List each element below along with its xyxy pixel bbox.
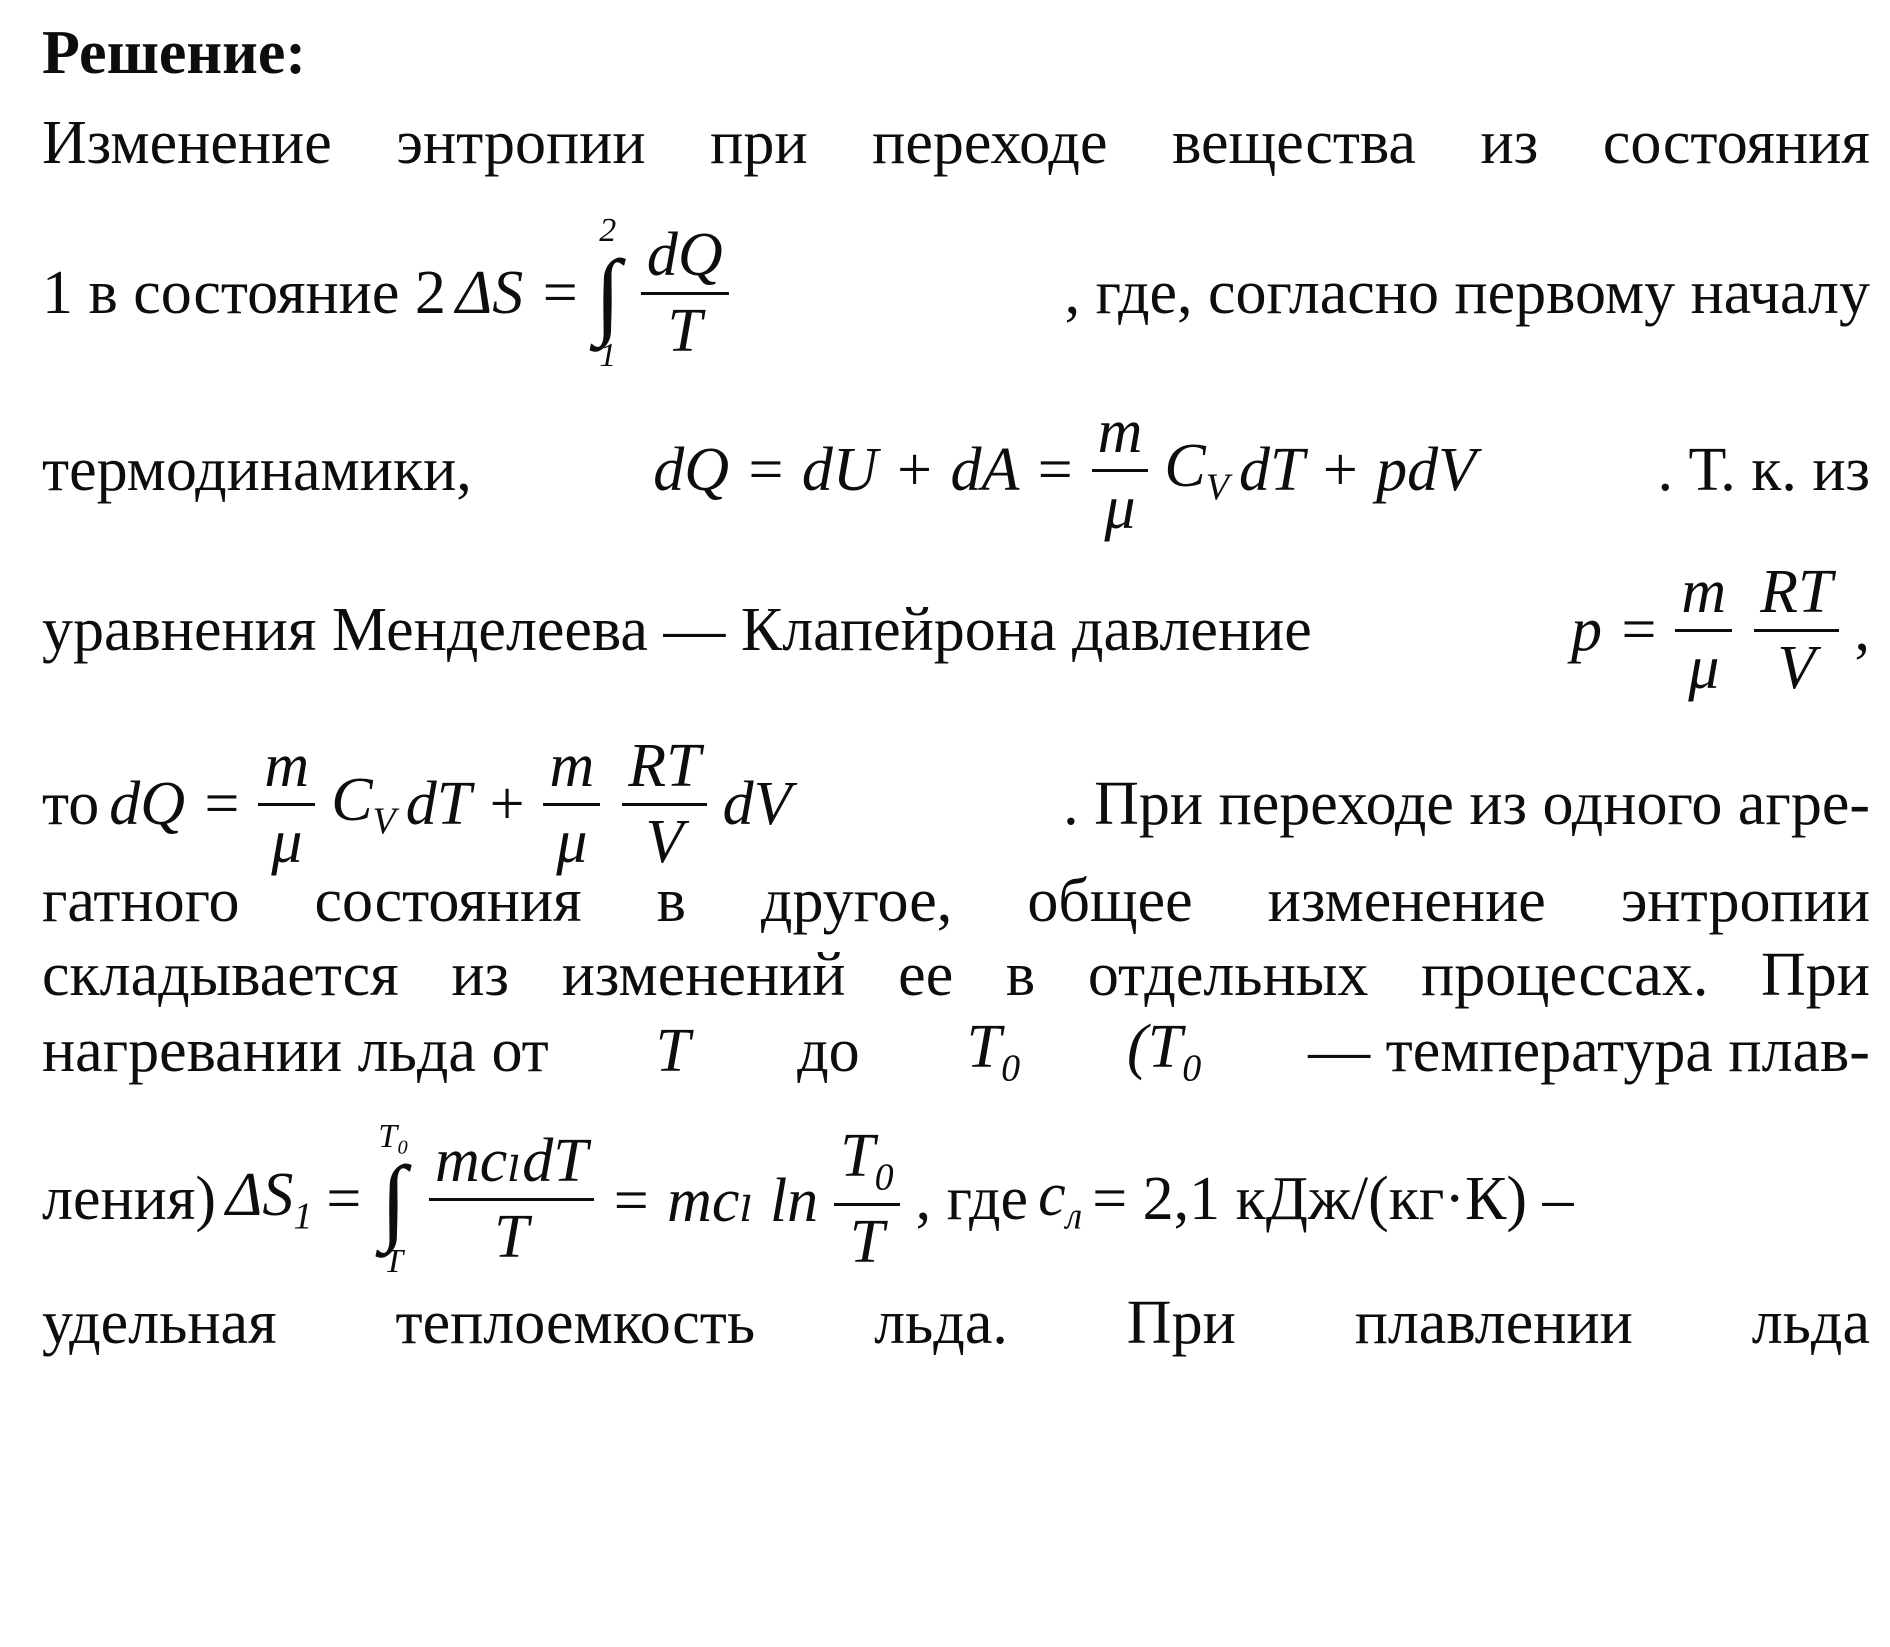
denominator: V (645, 808, 684, 877)
fraction-rt-v (622, 734, 706, 875)
text-fragment: то (42, 770, 100, 839)
math-dt-plus: dT + (405, 770, 528, 839)
word: гатного (42, 867, 240, 935)
numerator: m (1092, 400, 1149, 472)
numerator: dQ (641, 223, 729, 295)
word: общее (1027, 867, 1193, 935)
word: удельная (42, 1289, 277, 1357)
fraction-t0-t (834, 1124, 899, 1274)
denominator: μ (1104, 474, 1136, 543)
fraction-rt-v (1754, 560, 1838, 701)
word: плавлении (1354, 1289, 1633, 1357)
numerator: mcₗdT (429, 1129, 594, 1201)
integral-upper-limit: T₀ (378, 1118, 409, 1155)
integral-formula (378, 1120, 409, 1279)
integral-formula (595, 214, 621, 373)
word: При (1126, 1289, 1236, 1357)
fraction-m-mu (1675, 560, 1732, 701)
math-delta-s: ΔS = (455, 259, 581, 328)
word: состояния (1602, 109, 1870, 177)
fraction-m-mu (1092, 400, 1149, 541)
numerator: m (543, 734, 600, 806)
numerator: m (1675, 560, 1732, 632)
word: отдельных (1087, 941, 1369, 1009)
word: переходе (872, 109, 1108, 177)
word: в (1005, 941, 1036, 1009)
text-line-8 (42, 1012, 1870, 1090)
word: изменений (561, 941, 846, 1009)
denominator: T (667, 297, 703, 366)
integral-lower-limit: T (384, 1243, 404, 1281)
word: Изменение (42, 109, 332, 177)
text-fragment: 1 в состояние 2 (42, 259, 446, 328)
text-line-6 (42, 866, 1870, 937)
denominator: T (494, 1203, 529, 1272)
numerator: RT (622, 734, 706, 806)
word: из (1480, 109, 1539, 177)
math-cv: $C_V$ (331, 766, 396, 843)
numerator: m (258, 734, 315, 806)
text-line-3 (42, 400, 1870, 541)
text-fragment: нагревании льда от (42, 1016, 549, 1085)
math-cv: $C_V$ (1164, 432, 1229, 509)
math-delta-s1: $\Delta S_1$ (225, 1161, 313, 1238)
text-line-5 (42, 734, 1870, 875)
text-fragment: ления) (42, 1165, 216, 1234)
text-fragment: , (1854, 596, 1870, 665)
math-dv: dV (722, 770, 792, 839)
word: При (1761, 941, 1870, 1009)
text-line-4 (42, 560, 1870, 701)
math-eq: = (322, 1165, 365, 1234)
word: льда. (874, 1289, 1008, 1357)
word: энтропии (1620, 867, 1870, 935)
integral-sign: ∫ (594, 240, 621, 347)
text-fragment: = 2,1 кДж/(кг·К) – (1092, 1165, 1574, 1234)
word: процессах. (1421, 941, 1709, 1009)
math-c-l: $c_л$ (1038, 1161, 1083, 1238)
math-dq-expression: dQ = dU + dA = (653, 436, 1076, 505)
word: другое, (760, 867, 953, 935)
word: состояния (314, 867, 582, 935)
word: льда (1751, 1289, 1870, 1357)
denominator: V (1777, 634, 1816, 703)
denominator: T (849, 1207, 885, 1276)
fraction-mcdt-t (429, 1129, 594, 1270)
word: ее (898, 941, 954, 1009)
math-mc-ln: = mcₗ ln (609, 1166, 819, 1235)
text-line-7 (42, 940, 1870, 1011)
text-line-2 (42, 214, 1870, 373)
word: энтропии (396, 109, 646, 177)
text-line-1 (42, 108, 1870, 179)
word: в (656, 867, 686, 935)
fraction-dq-t (641, 223, 729, 364)
integral-sign: ∫ (380, 1146, 407, 1253)
denominator: μ (271, 808, 303, 877)
text-fragment: . Т. к. из (1657, 436, 1870, 505)
word: вещества (1172, 109, 1416, 177)
text-line-10 (42, 1288, 1870, 1359)
math-p-eq: p = (1571, 596, 1660, 665)
text-fragment: , где (915, 1165, 1029, 1234)
integral-upper-limit: 2 (599, 212, 617, 249)
word: изменение (1267, 867, 1546, 935)
math-t0: $T_0$ (966, 1013, 1021, 1090)
text-fragment: . При переходе из одного агре- (1063, 770, 1870, 839)
text-fragment: до (797, 1016, 860, 1085)
denominator: μ (1688, 634, 1720, 703)
word: складывается (42, 941, 399, 1009)
word: теплоемкость (395, 1289, 756, 1357)
word: из (451, 941, 510, 1009)
word: при (710, 109, 808, 177)
math-t0-paren: ($T_0$ (1127, 1013, 1202, 1090)
solution-heading: Решение: (42, 19, 307, 87)
text-line-9 (42, 1120, 1870, 1279)
text-fragment: , где, согласно первому началу (1064, 259, 1870, 328)
integral-lower-limit: 1 (599, 337, 617, 375)
denominator: μ (556, 808, 588, 877)
fraction-m-mu (258, 734, 315, 875)
fraction-m-mu (543, 734, 600, 875)
text-fragment: — температура плав- (1308, 1016, 1870, 1085)
math-dt-pdv: dT + pdV (1238, 436, 1477, 505)
text-fragment: термодинамики, (42, 436, 472, 505)
numerator: RT (1754, 560, 1838, 632)
text-fragment: уравнения Менделеева — Клапейрона давление (42, 596, 1312, 665)
numerator: $T_0$ (834, 1124, 899, 1205)
math-dq-eq: dQ = (109, 770, 243, 839)
math-t: T (655, 1016, 691, 1085)
